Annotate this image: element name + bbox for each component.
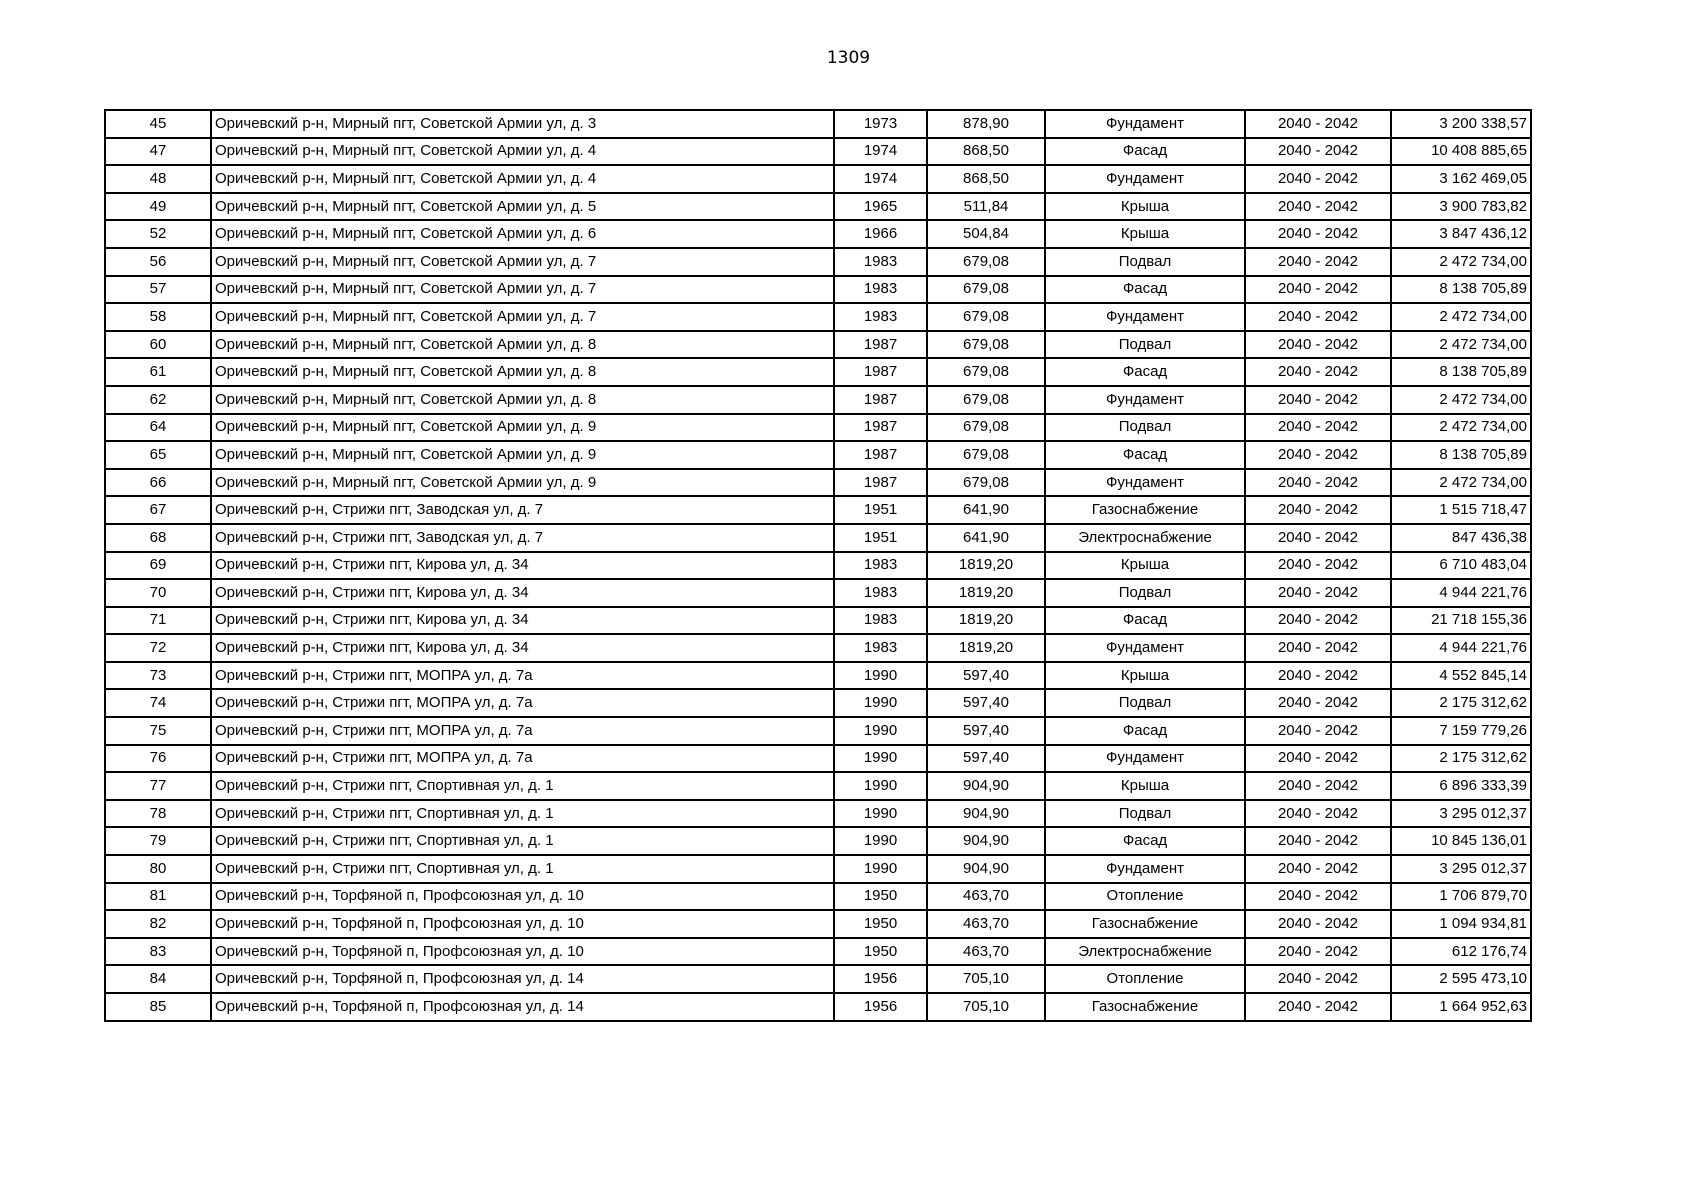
period-cell: 2040 - 2042 (1245, 386, 1391, 414)
work-type-cell: Фундамент (1045, 855, 1245, 883)
table-row (105, 524, 1531, 552)
period-cell: 2040 - 2042 (1245, 883, 1391, 911)
period-cell: 2040 - 2042 (1245, 414, 1391, 442)
area-cell: 463,70 (927, 883, 1045, 911)
row-number-cell: 56 (105, 248, 211, 276)
table-row (105, 248, 1531, 276)
period-cell: 2040 - 2042 (1245, 496, 1391, 524)
year-built-cell: 1987 (834, 414, 927, 442)
cost-cell: 2 472 734,00 (1391, 248, 1531, 276)
address-cell: Оричевский р-н, Мирный пгт, Советской Армии ул, д. 4 (211, 165, 834, 193)
row-number-cell: 45 (105, 110, 211, 138)
area-cell: 641,90 (927, 524, 1045, 552)
table-row (105, 110, 1531, 138)
period-cell: 2040 - 2042 (1245, 800, 1391, 828)
year-built-cell: 1990 (834, 689, 927, 717)
year-built-cell: 1990 (834, 745, 927, 773)
area-cell: 641,90 (927, 496, 1045, 524)
row-number-cell: 60 (105, 331, 211, 359)
cost-cell: 4 552 845,14 (1391, 662, 1531, 690)
period-cell: 2040 - 2042 (1245, 469, 1391, 497)
work-type-cell: Фасад (1045, 441, 1245, 469)
row-number-cell: 69 (105, 552, 211, 580)
cost-cell: 1 515 718,47 (1391, 496, 1531, 524)
cost-cell: 10 408 885,65 (1391, 138, 1531, 166)
year-built-cell: 1983 (834, 579, 927, 607)
table-row (105, 276, 1531, 304)
work-type-cell: Фундамент (1045, 634, 1245, 662)
year-built-cell: 1956 (834, 965, 927, 993)
year-built-cell: 1990 (834, 800, 927, 828)
address-cell: Оричевский р-н, Мирный пгт, Советской Армии ул, д. 6 (211, 220, 834, 248)
row-number-cell: 75 (105, 717, 211, 745)
period-cell: 2040 - 2042 (1245, 248, 1391, 276)
year-built-cell: 1974 (834, 138, 927, 166)
table-row (105, 607, 1531, 635)
cost-cell: 2 472 734,00 (1391, 386, 1531, 414)
address-cell: Оричевский р-н, Стрижи пгт, МОПРА ул, д. 7а (211, 662, 834, 690)
period-cell: 2040 - 2042 (1245, 524, 1391, 552)
row-number-cell: 83 (105, 938, 211, 966)
period-cell: 2040 - 2042 (1245, 662, 1391, 690)
year-built-cell: 1966 (834, 220, 927, 248)
address-cell: Оричевский р-н, Стрижи пгт, Спортивная ул, д. 1 (211, 855, 834, 883)
row-number-cell: 77 (105, 772, 211, 800)
table-row (105, 938, 1531, 966)
area-cell: 878,90 (927, 110, 1045, 138)
work-type-cell: Фундамент (1045, 386, 1245, 414)
row-number-cell: 65 (105, 441, 211, 469)
page-number: 1309 (826, 48, 871, 68)
area-cell: 679,08 (927, 331, 1045, 359)
period-cell: 2040 - 2042 (1245, 965, 1391, 993)
work-type-cell: Подвал (1045, 579, 1245, 607)
table-row (105, 165, 1531, 193)
address-cell: Оричевский р-н, Торфяной п, Профсоюзная ул, д. 14 (211, 965, 834, 993)
year-built-cell: 1951 (834, 496, 927, 524)
table-row (105, 220, 1531, 248)
year-built-cell: 1973 (834, 110, 927, 138)
period-cell: 2040 - 2042 (1245, 607, 1391, 635)
table-row (105, 883, 1531, 911)
period-cell: 2040 - 2042 (1245, 993, 1391, 1021)
year-built-cell: 1987 (834, 386, 927, 414)
row-number-cell: 73 (105, 662, 211, 690)
year-built-cell: 1950 (834, 938, 927, 966)
year-built-cell: 1974 (834, 165, 927, 193)
period-cell: 2040 - 2042 (1245, 303, 1391, 331)
year-built-cell: 1983 (834, 303, 927, 331)
cost-cell: 10 845 136,01 (1391, 827, 1531, 855)
year-built-cell: 1990 (834, 717, 927, 745)
area-cell: 1819,20 (927, 607, 1045, 635)
address-cell: Оричевский р-н, Стрижи пгт, Кирова ул, д. 34 (211, 552, 834, 580)
table-row (105, 414, 1531, 442)
year-built-cell: 1990 (834, 855, 927, 883)
table-row (105, 745, 1531, 773)
row-number-cell: 62 (105, 386, 211, 414)
period-cell: 2040 - 2042 (1245, 579, 1391, 607)
work-type-cell: Крыша (1045, 772, 1245, 800)
area-cell: 705,10 (927, 993, 1045, 1021)
work-type-cell: Фасад (1045, 358, 1245, 386)
work-type-cell: Газоснабжение (1045, 993, 1245, 1021)
year-built-cell: 1956 (834, 993, 927, 1021)
row-number-cell: 76 (105, 745, 211, 773)
area-cell: 679,08 (927, 358, 1045, 386)
table-row (105, 689, 1531, 717)
row-number-cell: 57 (105, 276, 211, 304)
period-cell: 2040 - 2042 (1245, 441, 1391, 469)
year-built-cell: 1987 (834, 469, 927, 497)
work-type-cell: Отопление (1045, 965, 1245, 993)
work-type-cell: Электроснабжение (1045, 938, 1245, 966)
cost-cell: 2 472 734,00 (1391, 331, 1531, 359)
cost-cell: 8 138 705,89 (1391, 441, 1531, 469)
repair-schedule-table (104, 109, 1532, 1022)
work-type-cell: Фундамент (1045, 165, 1245, 193)
cost-cell: 3 295 012,37 (1391, 855, 1531, 883)
period-cell: 2040 - 2042 (1245, 827, 1391, 855)
cost-cell: 6 710 483,04 (1391, 552, 1531, 580)
work-type-cell: Фасад (1045, 138, 1245, 166)
period-cell: 2040 - 2042 (1245, 689, 1391, 717)
address-cell: Оричевский р-н, Стрижи пгт, МОПРА ул, д. 7а (211, 689, 834, 717)
area-cell: 1819,20 (927, 634, 1045, 662)
address-cell: Оричевский р-н, Мирный пгт, Советской Армии ул, д. 4 (211, 138, 834, 166)
cost-cell: 3 847 436,12 (1391, 220, 1531, 248)
table-row (105, 358, 1531, 386)
address-cell: Оричевский р-н, Мирный пгт, Советской Армии ул, д. 7 (211, 276, 834, 304)
row-number-cell: 71 (105, 607, 211, 635)
work-type-cell: Газоснабжение (1045, 496, 1245, 524)
area-cell: 597,40 (927, 689, 1045, 717)
period-cell: 2040 - 2042 (1245, 745, 1391, 773)
area-cell: 679,08 (927, 248, 1045, 276)
row-number-cell: 47 (105, 138, 211, 166)
area-cell: 705,10 (927, 965, 1045, 993)
area-cell: 868,50 (927, 165, 1045, 193)
period-cell: 2040 - 2042 (1245, 220, 1391, 248)
year-built-cell: 1983 (834, 276, 927, 304)
table-row (105, 717, 1531, 745)
cost-cell: 7 159 779,26 (1391, 717, 1531, 745)
address-cell: Оричевский р-н, Мирный пгт, Советской Армии ул, д. 9 (211, 414, 834, 442)
table-body (105, 110, 1531, 1021)
year-built-cell: 1965 (834, 193, 927, 221)
cost-cell: 2 595 473,10 (1391, 965, 1531, 993)
cost-cell: 8 138 705,89 (1391, 358, 1531, 386)
table-row (105, 138, 1531, 166)
address-cell: Оричевский р-н, Мирный пгт, Советской Армии ул, д. 8 (211, 386, 834, 414)
area-cell: 679,08 (927, 414, 1045, 442)
cost-cell: 3 200 338,57 (1391, 110, 1531, 138)
year-built-cell: 1950 (834, 883, 927, 911)
cost-cell: 2 472 734,00 (1391, 303, 1531, 331)
cost-cell: 2 472 734,00 (1391, 469, 1531, 497)
year-built-cell: 1990 (834, 827, 927, 855)
address-cell: Оричевский р-н, Мирный пгт, Советской Армии ул, д. 8 (211, 331, 834, 359)
work-type-cell: Подвал (1045, 248, 1245, 276)
work-type-cell: Фундамент (1045, 303, 1245, 331)
period-cell: 2040 - 2042 (1245, 938, 1391, 966)
area-cell: 463,70 (927, 910, 1045, 938)
address-cell: Оричевский р-н, Стрижи пгт, Спортивная ул, д. 1 (211, 800, 834, 828)
area-cell: 868,50 (927, 138, 1045, 166)
year-built-cell: 1990 (834, 662, 927, 690)
cost-cell: 2 175 312,62 (1391, 745, 1531, 773)
area-cell: 463,70 (927, 938, 1045, 966)
address-cell: Оричевский р-н, Мирный пгт, Советской Армии ул, д. 3 (211, 110, 834, 138)
year-built-cell: 1990 (834, 772, 927, 800)
address-cell: Оричевский р-н, Стрижи пгт, Кирова ул, д. 34 (211, 634, 834, 662)
year-built-cell: 1983 (834, 607, 927, 635)
period-cell: 2040 - 2042 (1245, 772, 1391, 800)
address-cell: Оричевский р-н, Мирный пгт, Советской Армии ул, д. 9 (211, 469, 834, 497)
address-cell: Оричевский р-н, Торфяной п, Профсоюзная ул, д. 10 (211, 910, 834, 938)
table-row (105, 496, 1531, 524)
work-type-cell: Подвал (1045, 689, 1245, 717)
row-number-cell: 66 (105, 469, 211, 497)
period-cell: 2040 - 2042 (1245, 717, 1391, 745)
area-cell: 904,90 (927, 772, 1045, 800)
work-type-cell: Фасад (1045, 827, 1245, 855)
area-cell: 597,40 (927, 745, 1045, 773)
cost-cell: 3 162 469,05 (1391, 165, 1531, 193)
period-cell: 2040 - 2042 (1245, 634, 1391, 662)
period-cell: 2040 - 2042 (1245, 552, 1391, 580)
row-number-cell: 52 (105, 220, 211, 248)
table-row (105, 634, 1531, 662)
cost-cell: 4 944 221,76 (1391, 579, 1531, 607)
table-row (105, 441, 1531, 469)
row-number-cell: 78 (105, 800, 211, 828)
work-type-cell: Электроснабжение (1045, 524, 1245, 552)
area-cell: 904,90 (927, 855, 1045, 883)
work-type-cell: Фундамент (1045, 469, 1245, 497)
year-built-cell: 1983 (834, 634, 927, 662)
cost-cell: 3 900 783,82 (1391, 193, 1531, 221)
table-row (105, 193, 1531, 221)
address-cell: Оричевский р-н, Стрижи пгт, Кирова ул, д. 34 (211, 607, 834, 635)
year-built-cell: 1983 (834, 248, 927, 276)
table-row (105, 386, 1531, 414)
work-type-cell: Фасад (1045, 276, 1245, 304)
address-cell: Оричевский р-н, Мирный пгт, Советской Армии ул, д. 7 (211, 303, 834, 331)
address-cell: Оричевский р-н, Мирный пгт, Советской Армии ул, д. 9 (211, 441, 834, 469)
area-cell: 679,08 (927, 469, 1045, 497)
address-cell: Оричевский р-н, Стрижи пгт, Спортивная ул, д. 1 (211, 827, 834, 855)
area-cell: 679,08 (927, 303, 1045, 331)
row-number-cell: 58 (105, 303, 211, 331)
year-built-cell: 1987 (834, 441, 927, 469)
area-cell: 904,90 (927, 800, 1045, 828)
area-cell: 679,08 (927, 441, 1045, 469)
row-number-cell: 61 (105, 358, 211, 386)
table-row (105, 662, 1531, 690)
cost-cell: 21 718 155,36 (1391, 607, 1531, 635)
row-number-cell: 49 (105, 193, 211, 221)
cost-cell: 1 664 952,63 (1391, 993, 1531, 1021)
work-type-cell: Крыша (1045, 662, 1245, 690)
cost-cell: 1 094 934,81 (1391, 910, 1531, 938)
work-type-cell: Фасад (1045, 607, 1245, 635)
table-row (105, 772, 1531, 800)
period-cell: 2040 - 2042 (1245, 110, 1391, 138)
period-cell: 2040 - 2042 (1245, 855, 1391, 883)
cost-cell: 8 138 705,89 (1391, 276, 1531, 304)
area-cell: 1819,20 (927, 552, 1045, 580)
area-cell: 597,40 (927, 662, 1045, 690)
cost-cell: 2 472 734,00 (1391, 414, 1531, 442)
area-cell: 504,84 (927, 220, 1045, 248)
work-type-cell: Крыша (1045, 193, 1245, 221)
area-cell: 1819,20 (927, 579, 1045, 607)
year-built-cell: 1950 (834, 910, 927, 938)
address-cell: Оричевский р-н, Мирный пгт, Советской Армии ул, д. 5 (211, 193, 834, 221)
cost-cell: 3 295 012,37 (1391, 800, 1531, 828)
row-number-cell: 74 (105, 689, 211, 717)
year-built-cell: 1983 (834, 552, 927, 580)
period-cell: 2040 - 2042 (1245, 165, 1391, 193)
address-cell: Оричевский р-н, Стрижи пгт, МОПРА ул, д. 7а (211, 717, 834, 745)
address-cell: Оричевский р-н, Мирный пгт, Советской Армии ул, д. 8 (211, 358, 834, 386)
address-cell: Оричевский р-н, Стрижи пгт, Заводская ул, д. 7 (211, 524, 834, 552)
table-row (105, 303, 1531, 331)
year-built-cell: 1951 (834, 524, 927, 552)
cost-cell: 2 175 312,62 (1391, 689, 1531, 717)
address-cell: Оричевский р-н, Торфяной п, Профсоюзная ул, д. 10 (211, 938, 834, 966)
row-number-cell: 70 (105, 579, 211, 607)
work-type-cell: Отопление (1045, 883, 1245, 911)
row-number-cell: 72 (105, 634, 211, 662)
table-row (105, 855, 1531, 883)
year-built-cell: 1987 (834, 331, 927, 359)
cost-cell: 6 896 333,39 (1391, 772, 1531, 800)
work-type-cell: Подвал (1045, 800, 1245, 828)
row-number-cell: 82 (105, 910, 211, 938)
area-cell: 679,08 (927, 276, 1045, 304)
period-cell: 2040 - 2042 (1245, 138, 1391, 166)
period-cell: 2040 - 2042 (1245, 331, 1391, 359)
cost-cell: 4 944 221,76 (1391, 634, 1531, 662)
table-row (105, 800, 1531, 828)
table-row (105, 331, 1531, 359)
year-built-cell: 1987 (834, 358, 927, 386)
cost-cell: 847 436,38 (1391, 524, 1531, 552)
area-cell: 904,90 (927, 827, 1045, 855)
address-cell: Оричевский р-н, Стрижи пгт, МОПРА ул, д. 7а (211, 745, 834, 773)
period-cell: 2040 - 2042 (1245, 193, 1391, 221)
row-number-cell: 67 (105, 496, 211, 524)
table-row (105, 469, 1531, 497)
address-cell: Оричевский р-н, Стрижи пгт, Кирова ул, д. 34 (211, 579, 834, 607)
row-number-cell: 64 (105, 414, 211, 442)
table-row (105, 910, 1531, 938)
row-number-cell: 68 (105, 524, 211, 552)
row-number-cell: 48 (105, 165, 211, 193)
table-row (105, 552, 1531, 580)
address-cell: Оричевский р-н, Стрижи пгт, Заводская ул, д. 7 (211, 496, 834, 524)
area-cell: 511,84 (927, 193, 1045, 221)
address-cell: Оричевский р-н, Мирный пгт, Советской Армии ул, д. 7 (211, 248, 834, 276)
work-type-cell: Газоснабжение (1045, 910, 1245, 938)
address-cell: Оричевский р-н, Торфяной п, Профсоюзная ул, д. 10 (211, 883, 834, 911)
table-row (105, 993, 1531, 1021)
work-type-cell: Фундамент (1045, 745, 1245, 773)
row-number-cell: 85 (105, 993, 211, 1021)
row-number-cell: 79 (105, 827, 211, 855)
period-cell: 2040 - 2042 (1245, 358, 1391, 386)
work-type-cell: Фундамент (1045, 110, 1245, 138)
table-row (105, 827, 1531, 855)
cost-cell: 1 706 879,70 (1391, 883, 1531, 911)
work-type-cell: Подвал (1045, 331, 1245, 359)
row-number-cell: 84 (105, 965, 211, 993)
table-row (105, 965, 1531, 993)
work-type-cell: Фасад (1045, 717, 1245, 745)
address-cell: Оричевский р-н, Торфяной п, Профсоюзная ул, д. 14 (211, 993, 834, 1021)
period-cell: 2040 - 2042 (1245, 276, 1391, 304)
work-type-cell: Подвал (1045, 414, 1245, 442)
period-cell: 2040 - 2042 (1245, 910, 1391, 938)
cost-cell: 612 176,74 (1391, 938, 1531, 966)
work-type-cell: Крыша (1045, 220, 1245, 248)
row-number-cell: 81 (105, 883, 211, 911)
row-number-cell: 80 (105, 855, 211, 883)
address-cell: Оричевский р-н, Стрижи пгт, Спортивная ул, д. 1 (211, 772, 834, 800)
area-cell: 597,40 (927, 717, 1045, 745)
table-row (105, 579, 1531, 607)
work-type-cell: Крыша (1045, 552, 1245, 580)
area-cell: 679,08 (927, 386, 1045, 414)
